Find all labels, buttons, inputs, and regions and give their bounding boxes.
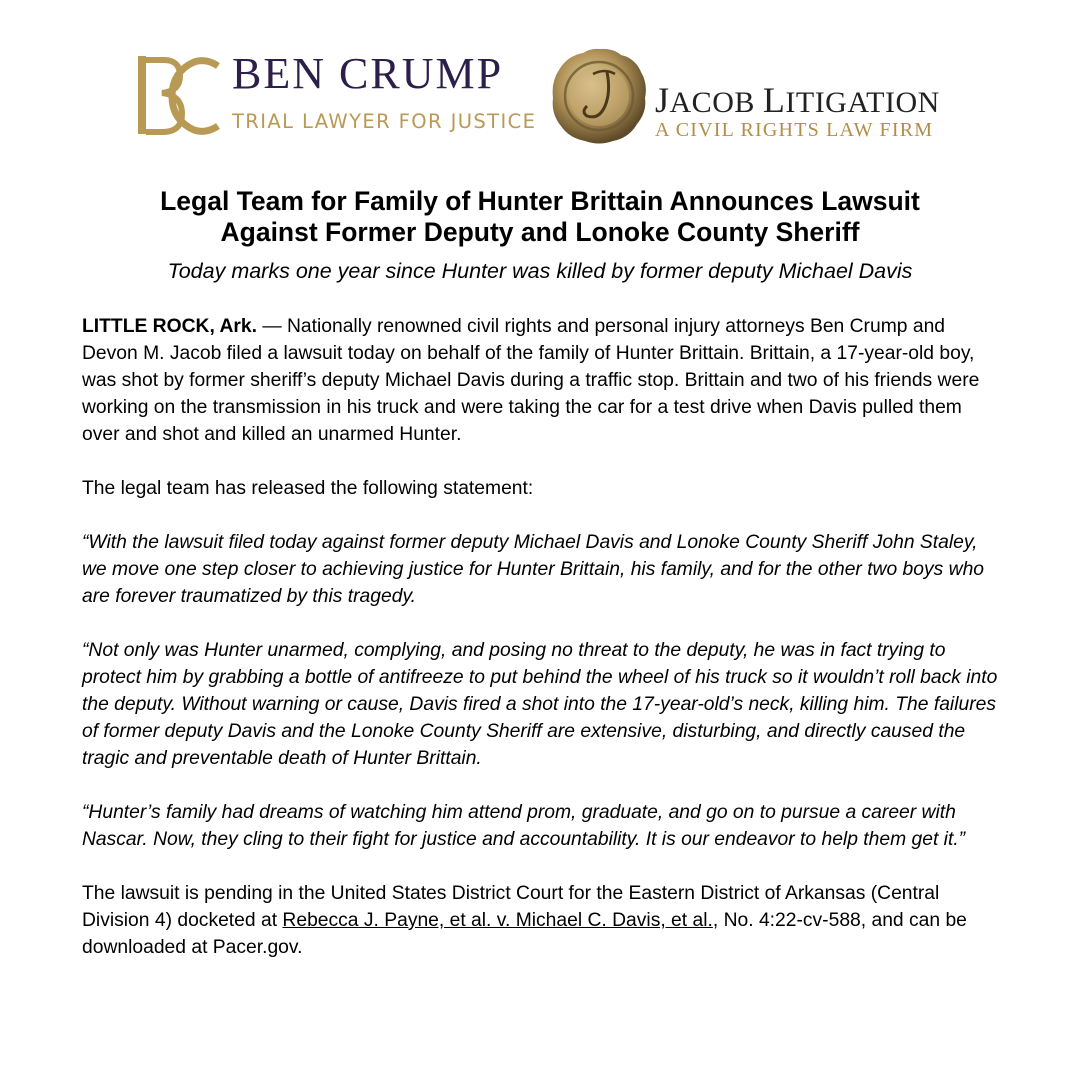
closing-paragraph: The lawsuit is pending in the United States District Court for the Eastern District of Arkansas (Central Division 4) docketed at Rebecca J. Payne, et al. v. Michael C. Davis, et al., No. 4:22-cv-588, and can be downloaded at Pacer.gov. [82, 883, 967, 958]
quote-paragraph-2: “Not only was Hunter unarmed, complying, and posing no threat to the deputy, he was in fact trying to protect him by grabbing a bottle of antifreeze to put behind the wheel of his truck so it wouldn’t roll back into the deputy. Without warning or cause, Davis fired a shot into the 17-year-old’s neck, killing him. The failures of former deputy Davis and the Lonoke County Sheriff are extensive, disturbing, and directly caused the tragic and preventable death of Hunter Brittain. [82, 640, 998, 769]
headline-line-1: Legal Team for Family of Hunter Brittain Announces Lawsuit [160, 186, 920, 216]
logo-header [0, 40, 1080, 150]
quote-paragraph-1: “With the lawsuit filed today against former deputy Michael Davis and Lonoke County Sheriff John Staley, we move one step closer to achieving justice for Hunter Brittain, his family, and for the other two boys who are forever traumatized by this tragedy. [82, 532, 985, 607]
intro-text: — Nationally renowned civil rights and personal injury attorneys Ben Crump and Devon M. Jacob filed a lawsuit today on behalf of the family of Hunter Brittain. Brittain, a 17-year-old boy, was shot by former sheriff’s deputy Michael Davis during a traffic stop. Brittain and two of his friends were working on the transmission in his truck and were taking the car for a test drive when Davis pulled them over and shot and killed an unarmed Hunter. [82, 316, 980, 445]
statement-lead-paragraph: The legal team has released the following statement: [82, 478, 534, 499]
jacob-litigation-tagline: A CIVIL RIGHTS LAW FIRM [655, 119, 934, 141]
headline-line-2: Against Former Deputy and Lonoke County Sheriff [220, 217, 860, 247]
ben-crump-name: BEN CRUMP [232, 49, 504, 98]
ben-crump-monogram-logo [136, 54, 220, 136]
jacob-litigation-name: JACOB LITIGATION [655, 80, 940, 120]
case-link[interactable]: Rebecca J. Payne, et al. v. Michael C. Davis, et al. [282, 910, 713, 931]
press-release-headline [40, 186, 1040, 248]
intro-paragraph [82, 313, 1002, 448]
jacob-wax-seal-logo [549, 46, 649, 146]
press-release-subheadline: Today marks one year since Hunter was killed by former deputy Michael Davis [167, 259, 913, 283]
ben-crump-tagline: TRIAL LAWYER FOR JUSTICE [232, 110, 537, 133]
quote-paragraph-3: “Hunter’s family had dreams of watching him attend prom, graduate, and go on to pursue a career with Nascar. Now, they cling to their fight for justice and accountability. It is our endeavor to help them get it.” [82, 802, 966, 850]
dateline: LITTLE ROCK, Ark. [82, 316, 257, 337]
press-release-body [82, 313, 1002, 988]
